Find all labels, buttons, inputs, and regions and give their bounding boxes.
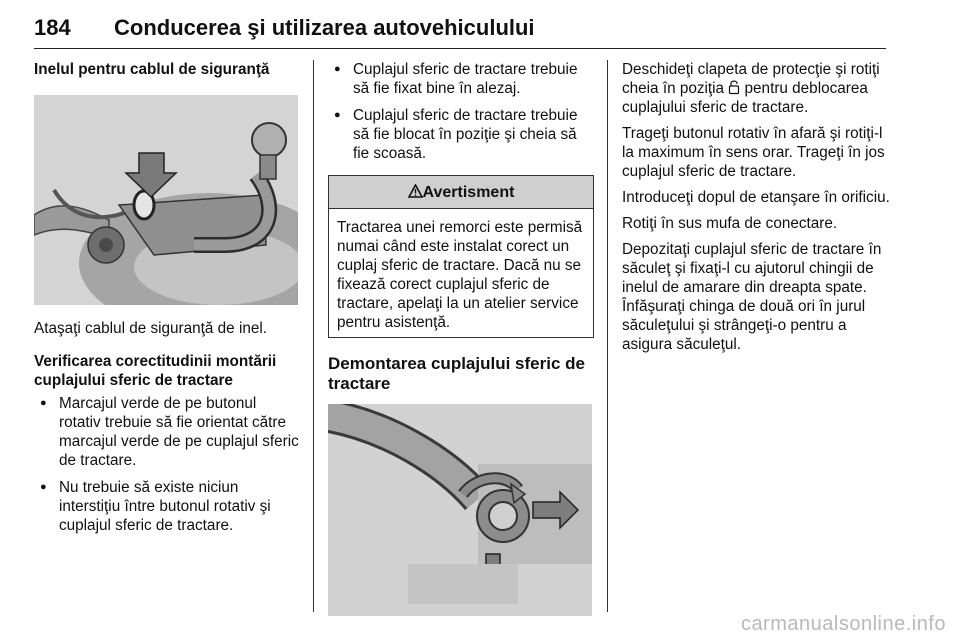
column-divider	[607, 60, 608, 612]
instruction-paragraph: Trageţi butonul rotativ în afară şi rotiţi-l la maximum în sens orar. Trageţi în jos cuplajul sferic de tractare.	[622, 125, 885, 180]
safety-cable-ring-illustration	[34, 95, 298, 305]
instruction-paragraph	[622, 60, 890, 117]
instruction-paragraph: Rotiţi în sus mufa de conectare.	[622, 215, 838, 232]
warning-box	[328, 175, 594, 338]
instruction-paragraph: Introduceţi dopul de etanşare în orificiu.	[622, 189, 890, 206]
check-mounting-list	[34, 394, 300, 535]
page-header	[34, 6, 886, 49]
check-mounting-heading: Verificarea corectitudinii montării cuplajului sferic de tractare	[34, 353, 277, 389]
column-divider	[313, 60, 314, 612]
page-number: 184	[34, 15, 71, 40]
instruction-text: pentru deblocarea cuplajului sferic de tractare.	[622, 80, 868, 116]
safety-cable-heading: Inelul pentru cablul de siguranţă	[34, 61, 270, 78]
column-3	[622, 60, 890, 361]
column-1	[34, 60, 300, 543]
safety-cable-caption: Ataşaţi cablul de siguranţă de inel.	[34, 320, 268, 337]
tow-hook-drawing	[34, 95, 298, 305]
removal-heading: Demontarea cuplajului sferic de tractare	[328, 354, 585, 393]
tow-ball-removal-drawing	[328, 404, 592, 616]
warning-title: Avertisment	[422, 184, 515, 201]
warning-header	[329, 176, 593, 209]
column-2	[328, 60, 594, 616]
unlock-icon	[728, 79, 740, 95]
warning-triangle-icon	[408, 184, 423, 198]
instruction-text: Deschideţi clapeta de protecţie şi rotiţi cheia în poziţia	[622, 61, 880, 97]
watermark: carmanualsonline.info	[740, 613, 946, 635]
list-item: ● Marcajul verde de pe butonul rotativ trebuie să fie orientat către marcajul verde de pe cuplajul sferic de tractare.	[34, 394, 300, 470]
instruction-paragraph: Depozitaţi cuplajul sferic de tractare în săculeţ şi fixaţi-l cu ajutorul chingii de inelul de amarare din dreapta spate. Înfăşuraţi chinga de două ori în jurul săculeţului şi strângeţi-o pentru a asigura săculeţul.	[622, 241, 882, 353]
list-item: ● Cuplajul sferic de tractare trebuie să fie blocat în poziţie şi cheia să fie scoasă.	[328, 106, 594, 163]
list-item: ● Nu trebuie să existe niciun interstiţiu între butonul rotativ şi cuplajul sferic de tractare.	[34, 478, 300, 535]
removal-illustration	[328, 404, 592, 616]
requirements-list	[328, 60, 594, 163]
list-item: ● Cuplajul sferic de tractare trebuie să fie fixat bine în alezaj.	[328, 60, 594, 98]
page-title: Conducerea şi utilizarea autovehiculului	[114, 15, 535, 40]
warning-text: Tractarea unei remorci este permisă numai când este instalat corect un cuplaj sferic de tractare. Dacă nu se fixează corect cuplajul sferic de tractare, apelaţi la un atelier service pentru asistenţă.	[337, 219, 583, 331]
